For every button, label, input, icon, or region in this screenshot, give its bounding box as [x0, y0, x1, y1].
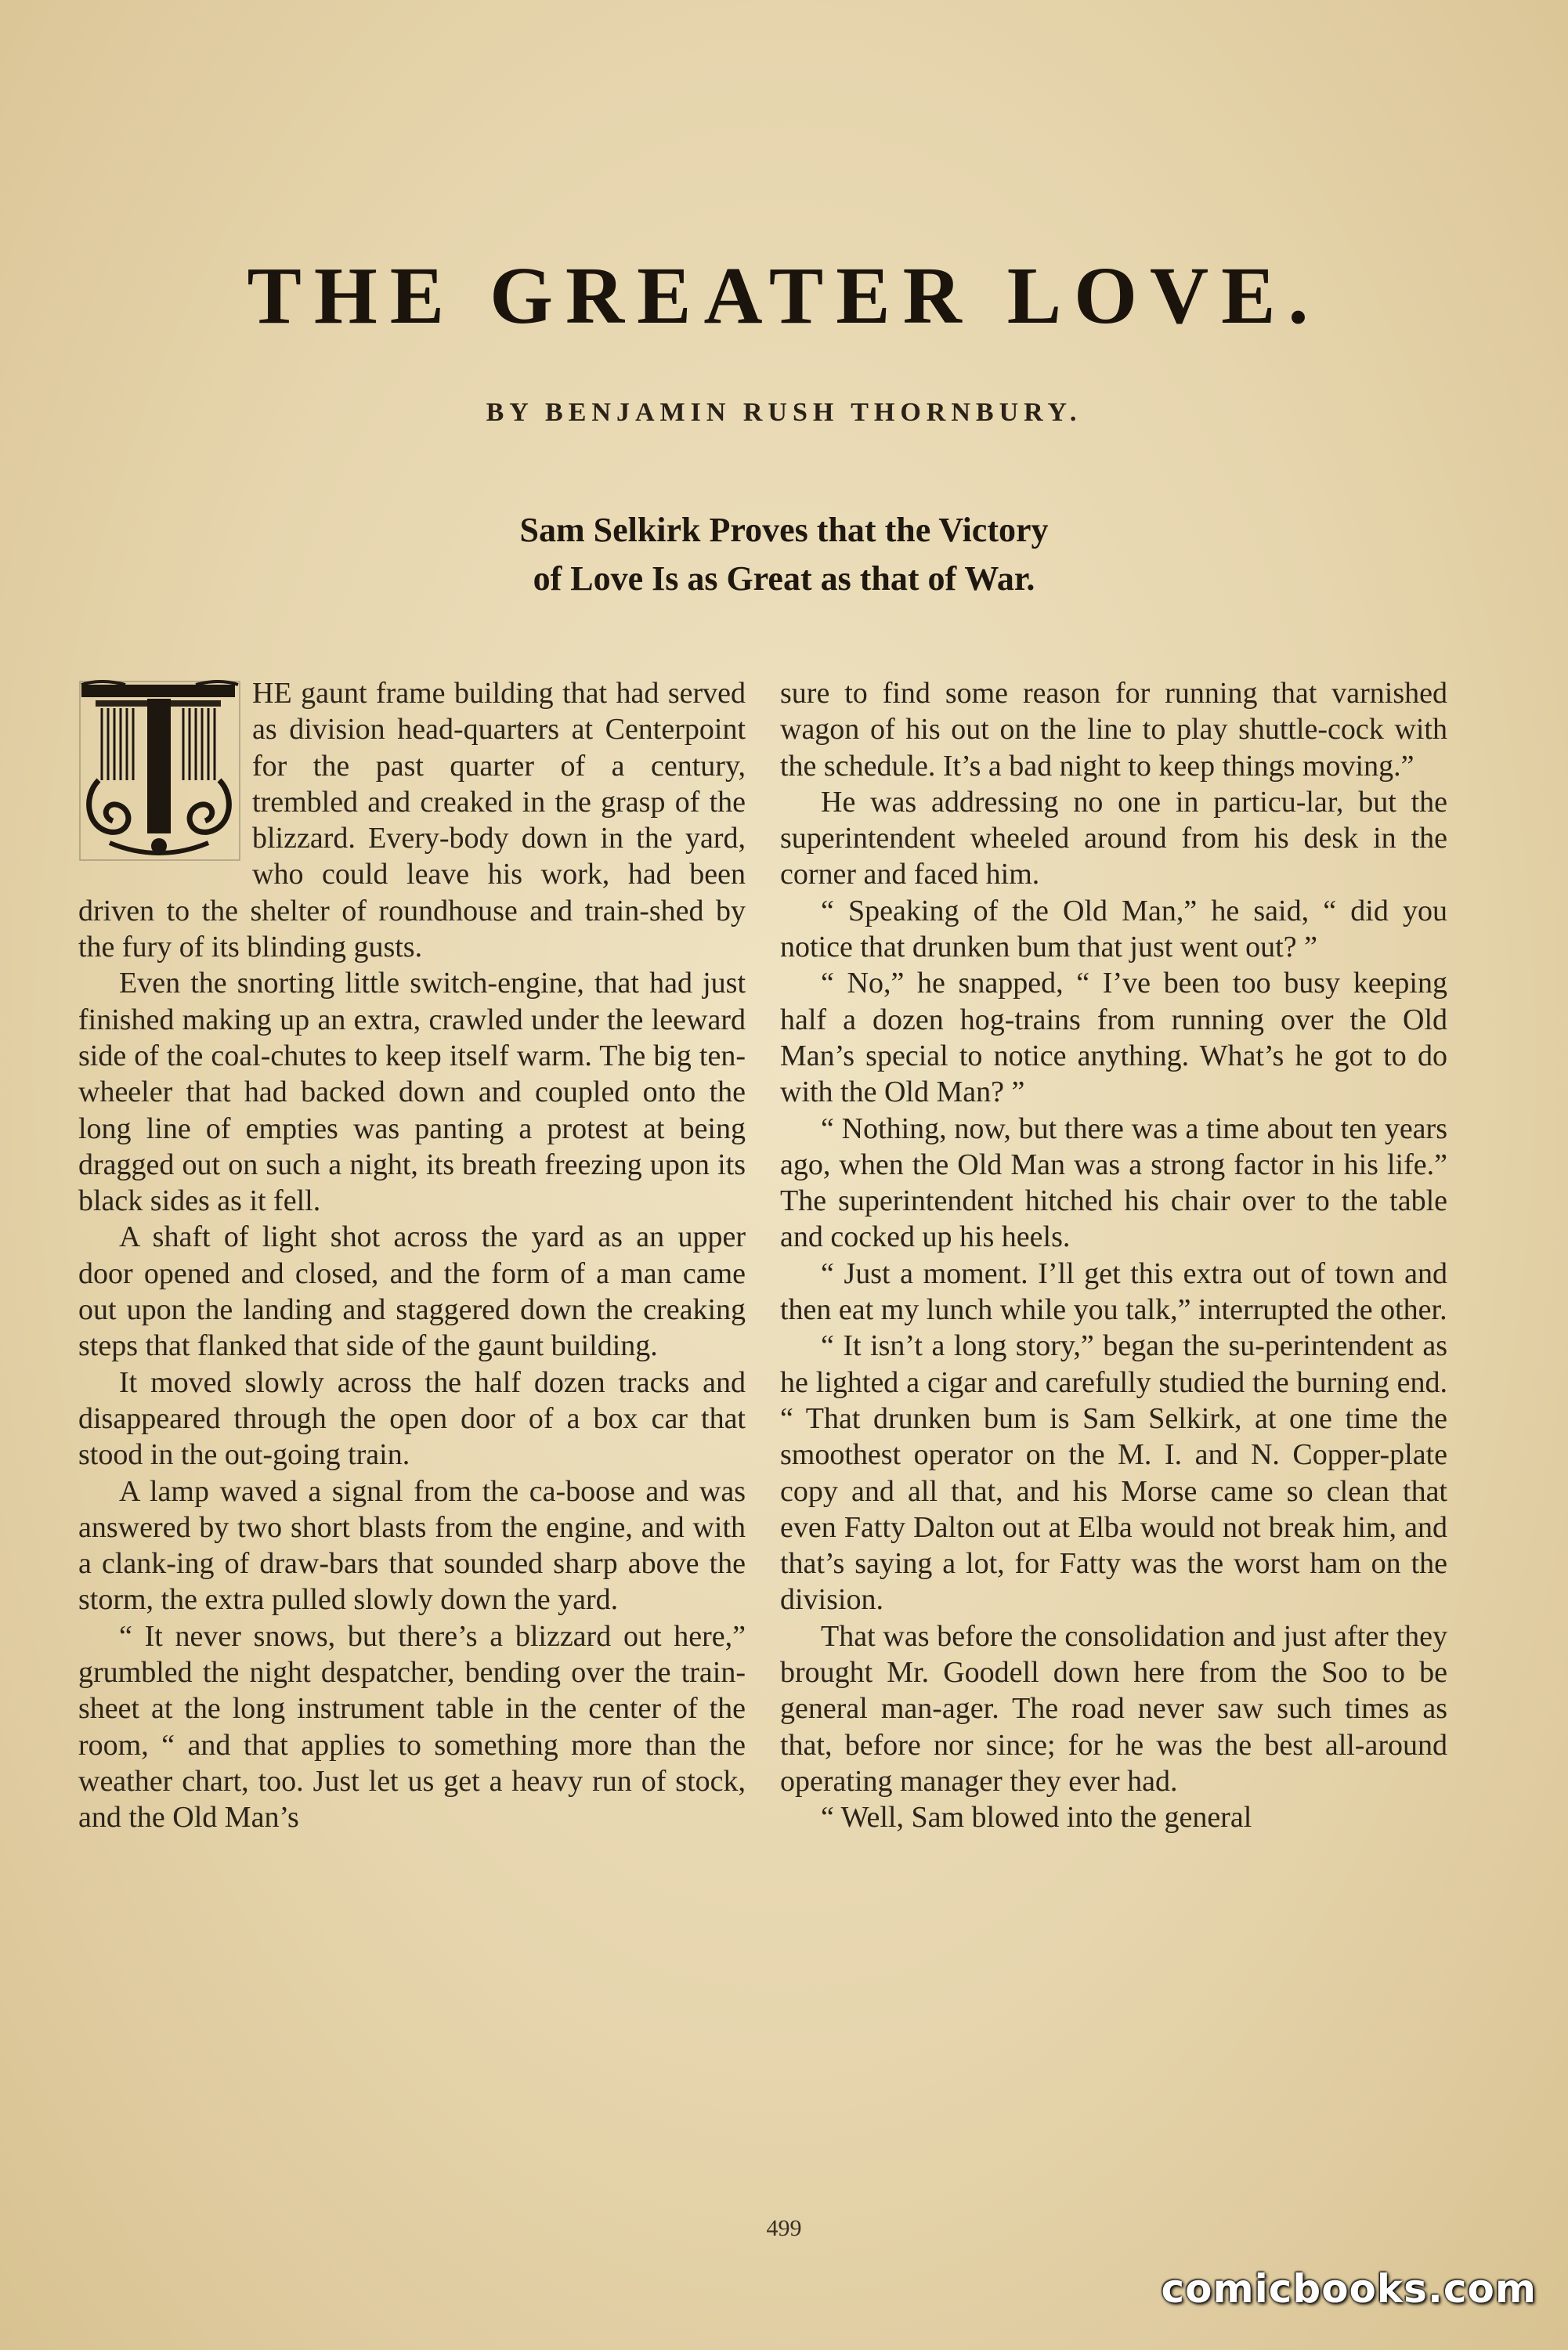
page-number: 499 — [766, 2215, 802, 2241]
paragraph: That was before the consolidation and just after they brought Mr. Goodell down here from the Soo to be general man-ager. The road never saw such times as that, before nor since; for he was the best all-around operating manager they ever had. — [780, 1619, 1447, 1798]
paragraph: “ Just a moment. I’ll get this extra out of town and then eat my lunch while you talk,” interrupted the other. — [780, 1256, 1447, 1327]
subtitle-line-1: Sam Selkirk Proves that the Victory — [519, 511, 1049, 549]
right-column — [780, 675, 1447, 1836]
ornamental-dropcap-t-icon — [78, 678, 241, 863]
paragraph: “ It never snows, but there’s a blizzard out here,” grumbled the night despatcher, bending over the train-sheet at the long instrument table in the center of the room, “ and that applies to something more than the weather chart, too. Just let us get a heavy run of stock, and the Old Man’s — [78, 1619, 746, 1835]
paragraph: Even the snorting little switch-engine, that had just finished making up an extra, crawled under the leeward side of the coal-chutes to keep itself warm. The big ten-wheeler that had backed down and coupled onto the long line of empties was panting a protest at being dragged out on such a night, its breath freezing upon its black sides as it fell. — [78, 967, 746, 1218]
paragraph: A shaft of light shot across the yard as an upper door opened and closed, and the form of a man came out upon the landing and staggered down the creaking steps that flanked that side of the gaunt building. — [78, 1220, 746, 1363]
paragraph: A lamp waved a signal from the ca-boose and was answered by two short blasts from the engine, and with a clank-ing of draw-bars that sounded sharp above the storm, the extra pulled slowly down the yard. — [78, 1474, 746, 1617]
paragraph: “ Well, Sam blowed into the general — [821, 1801, 1252, 1835]
paragraph: “ No,” he snapped, “ I’ve been too busy keeping half a dozen hog-trains from running over the Old Man’s special to notice anything. What’s he got to do with the Old Man? ” — [780, 967, 1447, 1109]
paragraph: sure to find some reason for running that varnished wagon of his out on the line to play shuttle-cock with the schedule. It’s a bad night to keep things moving.” — [780, 677, 1447, 783]
paragraph: “ It isn’t a long story,” began the su-perintendent as he lighted a cigar and carefully studied the burning end. “ That drunken bum is Sam Selkirk, at one time the smoothest operator on the M. I. and N. Copper-plate copy and all that, and his Morse came so clean that even Fatty Dalton out at Elba would not break him, and that’s saying a lot, for Fatty was the worst ham on the division. — [780, 1329, 1447, 1617]
paragraph: HE gaunt frame building that had served as division head-quarters at Centerpoint for the past quarter of a century, trembled and creaked in the grasp of the blizzard. Every-body down in the yard, who could leave his work, had been driven to the shelter of roundhouse and train-shed by the fury of its blinding gusts. — [78, 677, 746, 964]
article-title: THE GREATER LOVE. — [247, 251, 1321, 341]
article-byline: BY BENJAMIN RUSH THORNBURY. — [486, 398, 1082, 427]
paragraph: He was addressing no one in particu-lar, but the superintendent wheeled around from his desk in the corner and faced him. — [780, 785, 1447, 891]
paragraph: “ Speaking of the Old Man,” he said, “ did you notice that drunken bum that just went out? ” — [780, 894, 1447, 964]
paragraph: It moved slowly across the half dozen tracks and disappeared through the open door of a box car that stood in the out-going train. — [78, 1365, 746, 1472]
paragraph: “ Nothing, now, but there was a time about ten years ago, when the Old Man was a strong factor in his life.” The superintendent hitched his chair over to the table and cocked up his heels. — [780, 1112, 1447, 1254]
watermark-logo: comicbooks.com — [1161, 2266, 1537, 2312]
article-subtitle — [0, 506, 1568, 603]
left-column — [78, 675, 746, 1836]
subtitle-line-2: of Love Is as Great as that of War. — [533, 559, 1035, 598]
